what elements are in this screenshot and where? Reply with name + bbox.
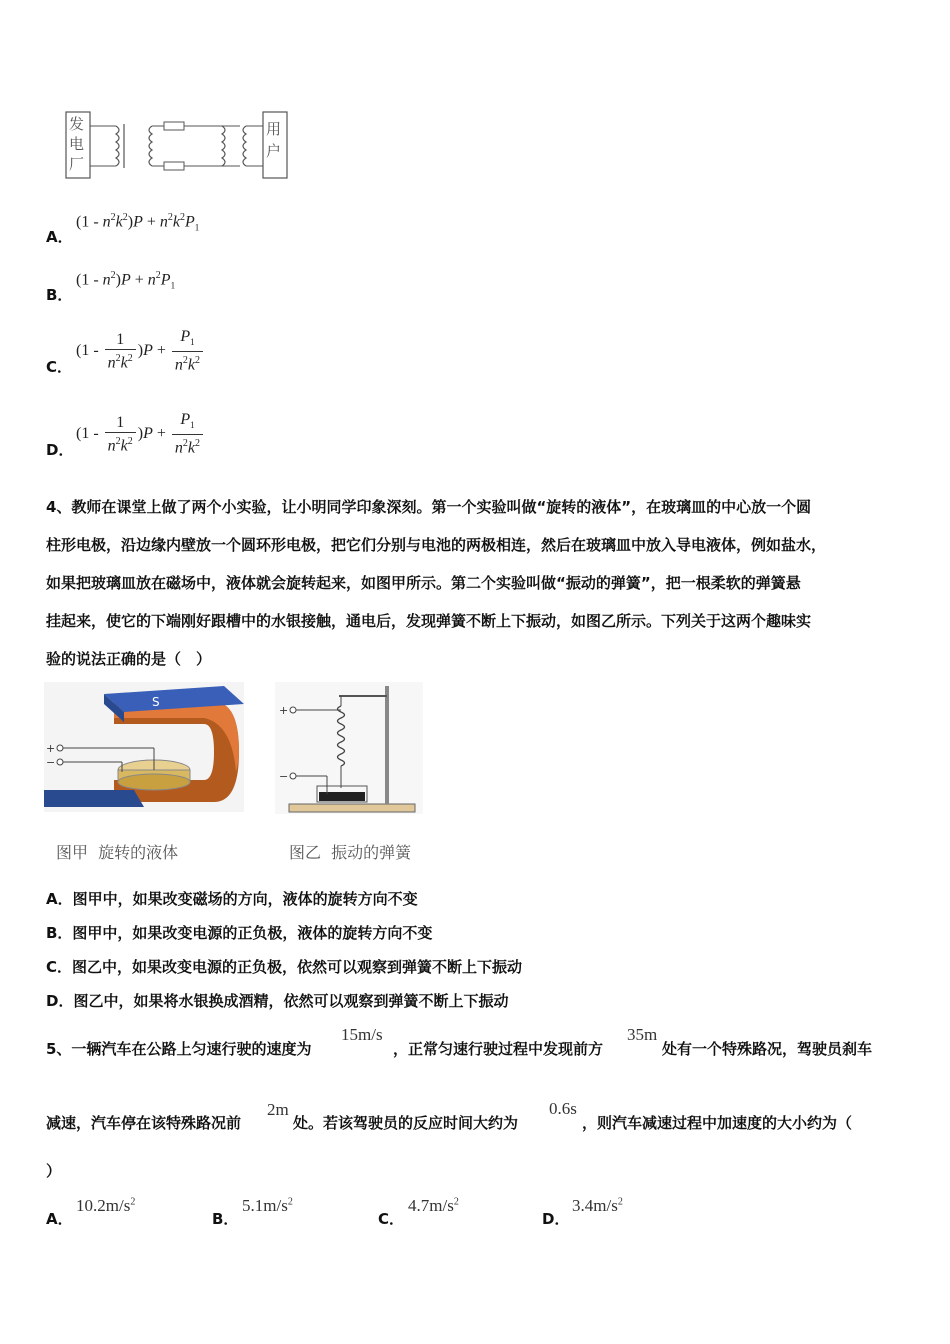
q5-option-a-label: A． (46, 1210, 73, 1228)
circuit-svg (60, 108, 292, 184)
q4-option-c: C．图乙中，如果改变电源的正负极，依然可以观察到弹簧不断上下振动 (46, 958, 523, 976)
q3-option-a-label: A． (46, 228, 73, 246)
q5-option-c-label: C． (378, 1210, 405, 1228)
q4-option-b: B．图甲中，如果改变电源的正负极，液体的旋转方向不变 (46, 924, 433, 942)
transmission-circuit-diagram (60, 108, 292, 184)
q3-option-d-formula: (1 - $\frac{1}{n^2k^2}$ )P + $\frac{P_1}{n^2k^2}$ (76, 411, 205, 458)
q5-stop-distance-value: 2m (267, 1100, 289, 1119)
q5-option-b-value: 5.1m/s (242, 1196, 288, 1215)
q3-option-d-label: D． (46, 441, 74, 459)
q5-option-a-exp: 2 (130, 1196, 136, 1208)
q3-option-b-formula: $(1 - n^2)P + n^2P_1$ (76, 270, 176, 291)
q3-option-b-label: B． (46, 286, 73, 304)
q4-line-2: 柱形电极，沿边缘内壁放一个圆环形电极，把它们分别与电池的两极相连，然后在玻璃皿中放入导电液体，例如盐水， (46, 536, 827, 554)
plant-char-1: 发 (69, 115, 85, 133)
q5-option-b-exp: 2 (287, 1196, 293, 1208)
q5-reaction-time-value: 0.6s (549, 1099, 577, 1118)
q3-option-c-formula: (1 - $\frac{1}{n^2k^2}$ )P + $\frac{P_1}{n^2k^2}$ (76, 328, 205, 375)
figure-rotating-liquid (44, 682, 244, 812)
q5-option-b-label: B． (212, 1210, 239, 1228)
q4-option-a: A．图甲中，如果改变磁场的方向，液体的旋转方向不变 (46, 890, 418, 908)
rotating-liquid-svg (44, 682, 244, 812)
q5-line1-b: ，正常匀速行驶过程中发现前方 (393, 1040, 604, 1058)
q5-line1-c: 处有一个特殊路况，驾驶员刹车 (662, 1040, 873, 1058)
q5-option-c-exp: 2 (453, 1196, 459, 1208)
q5-option-d-label: D． (542, 1210, 570, 1228)
q5-option-d-exp: 2 (617, 1196, 623, 1208)
magnet-s-label: S (152, 695, 160, 709)
q4-line-3: 如果把玻璃皿放在磁场中，液体就会旋转起来，如图甲所示。第二个实验叫做“振动的弹簧”，把一根柔软的弹簧悬 (46, 574, 801, 592)
q4-line-1: 4、教师在课堂上做了两个小实验，让小明同学印象深刻。第一个实验叫做“旋转的液体”，在玻璃皿的中心放一个圆 (46, 498, 812, 516)
plant-char-2: 电 (69, 135, 85, 153)
q5-line1-a: 5、一辆汽车在公路上匀速行驶的速度为 (46, 1040, 312, 1058)
q4-question-text (46, 488, 916, 678)
q5-distance-value: 35m (627, 1025, 658, 1044)
fig2-caption: 图乙 振动的弹簧 (289, 843, 412, 862)
q3-option-a-formula: $(1 - n^2k^2)P + n^2k^2P_1$ (76, 212, 200, 233)
q5-speed-value: 15m/s (341, 1025, 383, 1044)
fig1-minus: − (46, 756, 56, 769)
vibrating-spring-svg (275, 682, 423, 814)
fig1-caption: 图甲 旋转的液体 (56, 843, 179, 862)
q5-option-d-value: 3.4m/s (572, 1196, 618, 1215)
q4-line-4: 挂起来，使它的下端刚好跟槽中的水银接触，通电后，发现弹簧不断上下振动，如图乙所示。下列关于这两个趣味实 (46, 612, 812, 630)
q5-line2-c: ，则汽车减速过程中加速度的大小约为（ (582, 1114, 853, 1132)
q5-line2-a: 减速，汽车停在该特殊路况前 (46, 1114, 242, 1132)
q5-option-a-value: 10.2m/s (76, 1196, 131, 1215)
user-char-1: 用 (266, 120, 282, 138)
q3-option-c-label: C． (46, 358, 73, 376)
figure-vibrating-spring (275, 682, 423, 814)
q5-option-c-value: 4.7m/s (408, 1196, 454, 1215)
q4-line-5: 验的说法正确的是（ ） (46, 650, 212, 668)
q5-line2-b: 处。若该驾驶员的反应时间大约为 (293, 1114, 519, 1132)
q5-line3: ） (46, 1162, 62, 1180)
plant-char-3: 厂 (69, 155, 85, 173)
user-char-2: 户 (266, 142, 282, 160)
fig2-minus: − (279, 770, 289, 783)
fig1-plus: + (46, 742, 56, 755)
fig2-plus: + (279, 704, 289, 717)
q4-option-d: D．图乙中，如果将水银换成酒精，依然可以观察到弹簧不断上下振动 (46, 992, 509, 1010)
